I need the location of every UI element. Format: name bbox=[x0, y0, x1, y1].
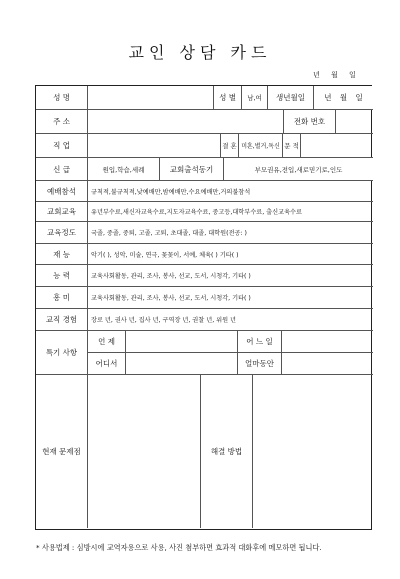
address-label: 주 소 bbox=[36, 110, 88, 134]
where-from-label: 어 느 일 bbox=[238, 331, 282, 353]
gender-label: 성 별 bbox=[214, 86, 242, 110]
faith-options[interactable]: 원입,학습,세례 bbox=[88, 158, 160, 181]
service-options[interactable]: 장로 년, 권사 년, 집사 년, 구역장 년, 권찰 년, 위원 년 bbox=[88, 309, 373, 331]
church-edu-options[interactable]: 유년부수료,새신자교육수료,지도자교육수료, 중고등,대학부수료, 출신교육수료 bbox=[88, 202, 373, 222]
worship-label: 예배참석 bbox=[36, 181, 88, 202]
church-edu-label: 교회교육 bbox=[36, 202, 88, 222]
where-label: 어디서 bbox=[88, 353, 126, 375]
solution-field[interactable] bbox=[253, 375, 373, 528]
special-label: 특기 사항 bbox=[36, 331, 88, 375]
ability-options[interactable]: 교육사회활동, 관리, 조사, 봉사, 선교, 도서, 시청각, 기타( ) bbox=[88, 265, 373, 287]
marriage-options[interactable]: 미혼,별거,독신 bbox=[239, 134, 283, 158]
ability-label: 능 력 bbox=[36, 265, 88, 287]
faith-label: 신 급 bbox=[36, 158, 88, 181]
talent-label: 재 능 bbox=[36, 244, 88, 265]
visit-field[interactable] bbox=[301, 134, 373, 158]
problem-label: 현재 문제점 bbox=[36, 375, 88, 528]
phone-label: 전화 번호 bbox=[284, 110, 336, 134]
job-field[interactable] bbox=[88, 134, 221, 158]
counsel-card-form bbox=[35, 85, 372, 530]
church-motive-label: 교회출석동기 bbox=[160, 158, 224, 181]
when-field[interactable] bbox=[126, 331, 238, 353]
motive-options[interactable]: 부모권유,전입,새로믿기로,인도 bbox=[224, 158, 373, 181]
how-long-field[interactable] bbox=[282, 353, 373, 375]
where-field[interactable] bbox=[126, 353, 238, 375]
date-line: 년 월 일 bbox=[313, 71, 356, 79]
birth-label: 생년월일 bbox=[268, 86, 314, 110]
footnote: * 사용법제 : 심방시에 교역자용으로 사용, 사진 첨부하면 효과적 대화후에 메모하면 됩니다. bbox=[36, 543, 322, 552]
interest-options[interactable]: 교육사회활동, 관리, 조사, 봉사, 선교, 도서, 시청각, 기타( ) bbox=[88, 287, 373, 309]
where-from-field[interactable] bbox=[282, 331, 373, 353]
solution-label: 해결 방법 bbox=[201, 375, 253, 528]
how-long-label: 얼마동안 bbox=[238, 353, 282, 375]
phone-field[interactable] bbox=[336, 110, 373, 134]
page-title: 교인 상담 카드 bbox=[128, 43, 272, 62]
marriage-label: 결 혼 bbox=[221, 134, 239, 158]
name-label: 성 명 bbox=[36, 86, 88, 110]
job-label: 직 업 bbox=[36, 134, 88, 158]
birth-field[interactable]: 년 월 일 bbox=[314, 86, 373, 110]
problem-field[interactable] bbox=[88, 375, 201, 528]
gender-options[interactable]: 남,여 bbox=[242, 86, 268, 110]
address-field[interactable] bbox=[88, 110, 284, 134]
talent-options[interactable]: 악기( ), 성악, 미술, 연극, 꽃꽂이, 서예, 체육( ) 기타( ) bbox=[88, 244, 373, 265]
service-label: 교직 경험 bbox=[36, 309, 88, 331]
name-field[interactable] bbox=[88, 86, 214, 110]
education-options[interactable]: 국졸, 중졸, 중퇴, 고졸, 고퇴, 초대졸, 대졸, 대학원(전공: ) bbox=[88, 222, 373, 244]
interest-label: 흥 미 bbox=[36, 287, 88, 309]
education-label: 교육정도 bbox=[36, 222, 88, 244]
visit-label: 문 적 bbox=[283, 134, 301, 158]
when-label: 언 제 bbox=[88, 331, 126, 353]
worship-options[interactable]: 규칙적,불규칙적,낮예배만,밤예배만,수요예배만,거의불참석 bbox=[88, 181, 373, 202]
